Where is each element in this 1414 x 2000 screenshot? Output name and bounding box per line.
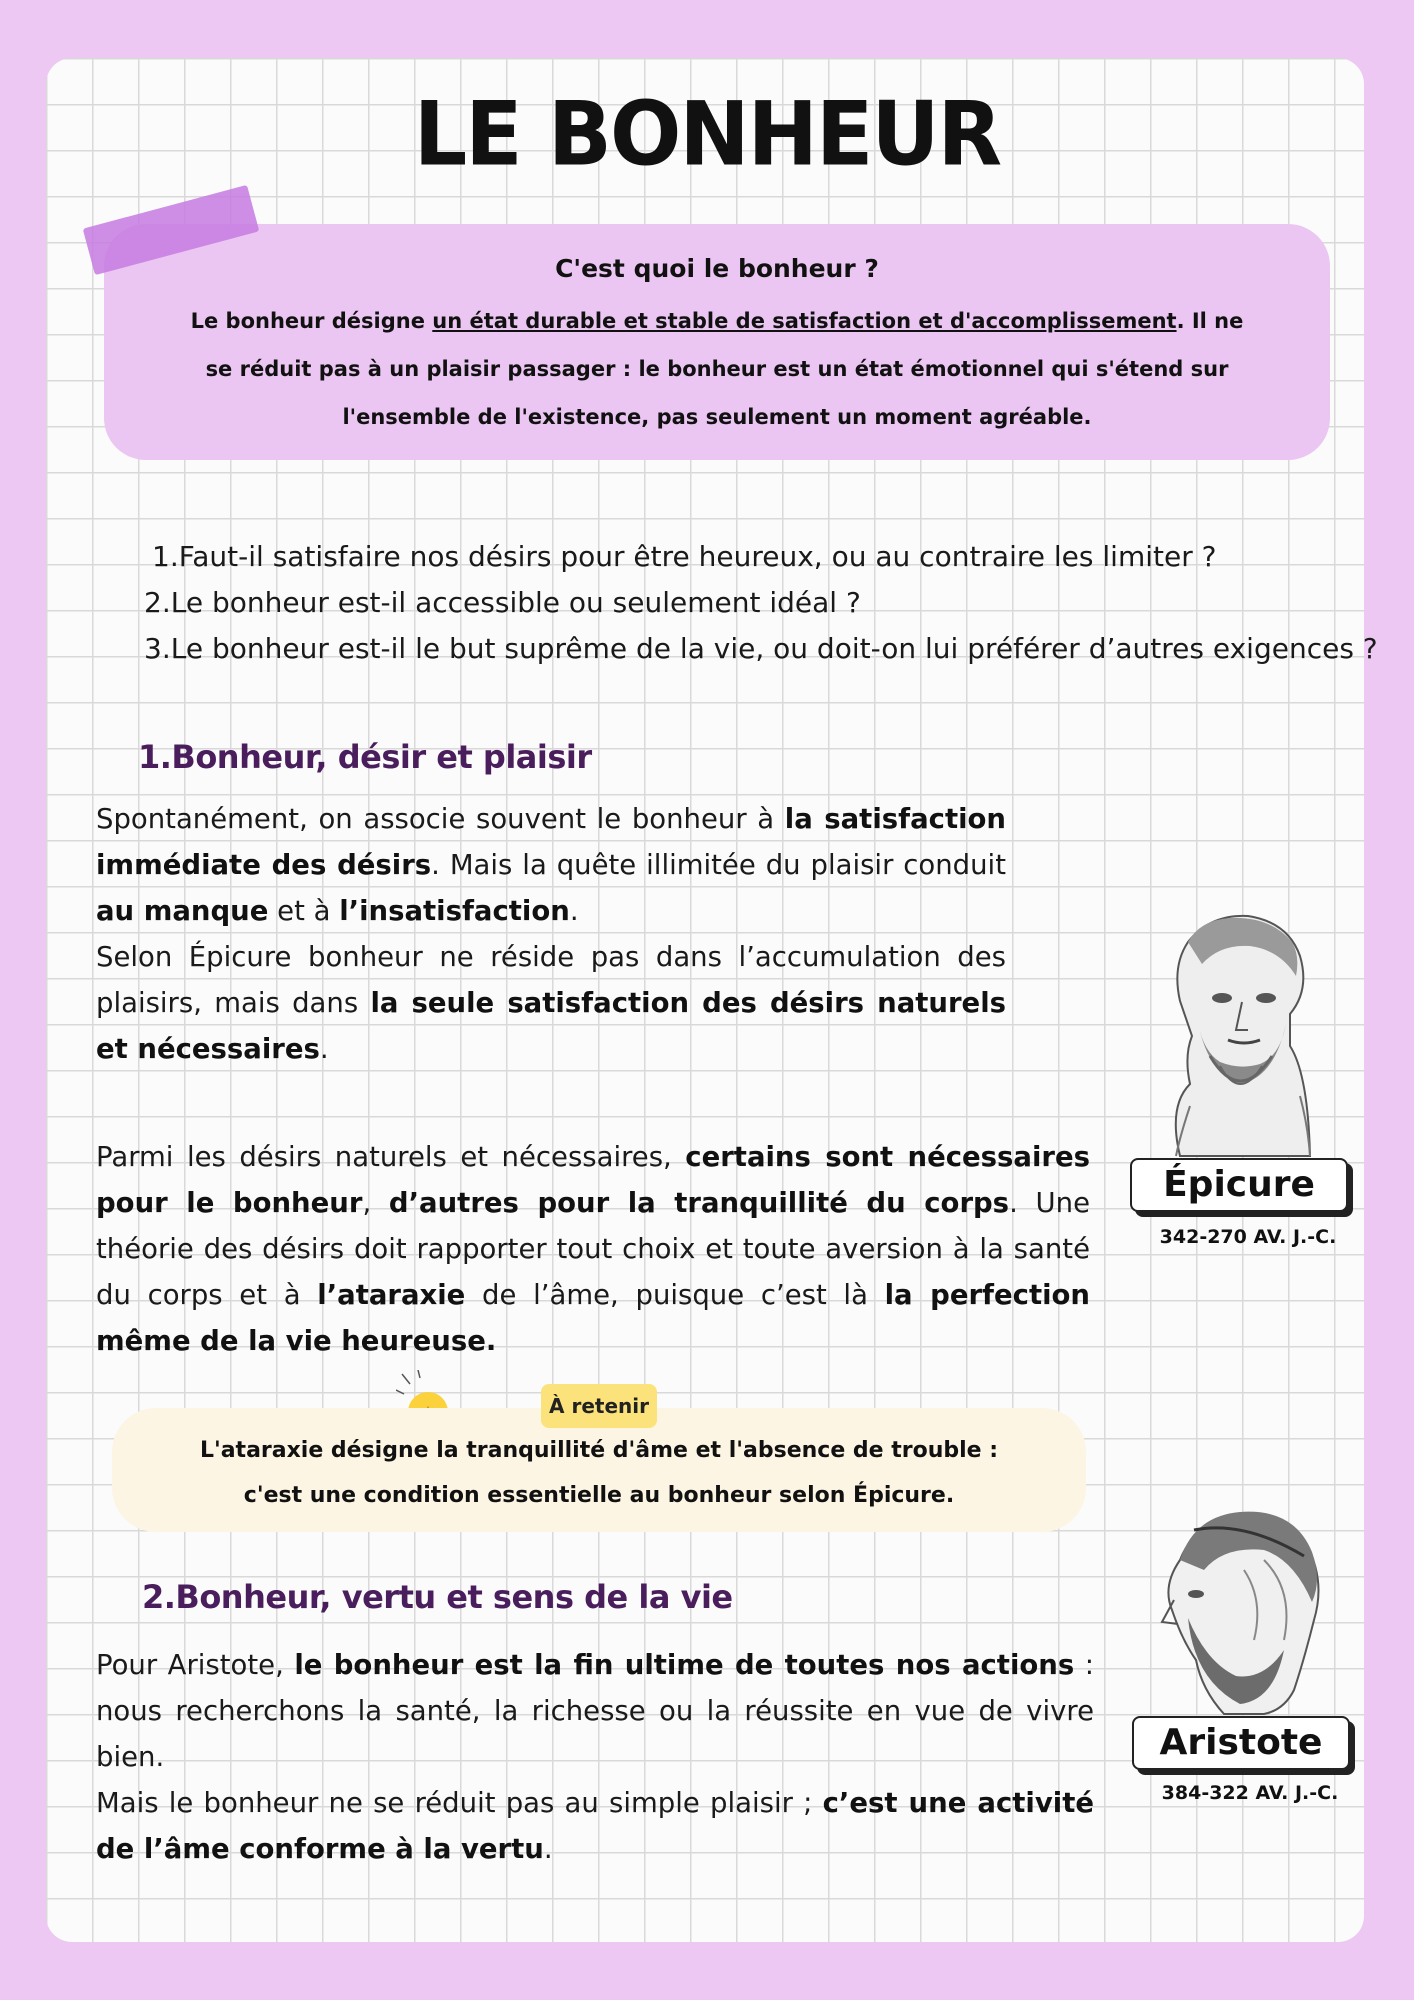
section-title: Bonheur, vertu et sens de la vie bbox=[175, 1578, 733, 1616]
list-item bbox=[140, 534, 1330, 580]
definition-box bbox=[104, 224, 1330, 460]
text-bold: la satisfaction immédiate des désirs bbox=[96, 803, 1006, 881]
section-2-heading bbox=[142, 1578, 733, 1616]
text-run: de l’âme, puisque c’est là bbox=[465, 1279, 885, 1311]
text-bold: la perfection même de la vie heureuse. bbox=[96, 1279, 1090, 1357]
definition-underlined: un état durable et stable de satisfaction et d'accomplissement bbox=[432, 309, 1177, 333]
text-bold: le bonheur est la fin ultime de toutes nos actions bbox=[294, 1649, 1075, 1681]
section-2-paragraph bbox=[96, 1642, 1094, 1872]
text-run: . Mais la quête illimitée du plaisir conduit bbox=[431, 849, 1006, 881]
text-run: : nous recherchons la santé, la richesse ou la réussite en vue de vivre bien. bbox=[96, 1649, 1094, 1773]
list-item bbox=[140, 626, 1378, 672]
definition-text-part: . Il ne se réduit pas à un plaisir passager : le bonheur est un état émotionnel qui s'étend sur l'ensemble de l'existence, pas seulement un moment agréable. bbox=[205, 309, 1244, 429]
list-text: Faut-il satisfaire nos désirs pour être heureux, ou au contraire les limiter ? bbox=[178, 540, 1217, 573]
text-run: Parmi les désirs naturels et nécessaires, bbox=[96, 1141, 686, 1173]
definition-text-part: Le bonheur désigne bbox=[190, 309, 433, 333]
section-title: Bonheur, désir et plaisir bbox=[171, 738, 592, 776]
epicure-dates: 342-270 AV. J.-C. bbox=[1159, 1226, 1337, 1248]
retenir-text: L'ataraxie désigne la tranquillité d'âme et l'absence de trouble : c'est une condition essentielle au bonheur selon Épicure. bbox=[199, 1438, 999, 1508]
text-run: . Une théorie des désirs doit rapporter tout choix et toute aversion à la santé du corps et à bbox=[96, 1187, 1091, 1311]
text-run: Pour Aristote, bbox=[96, 1649, 295, 1681]
text-bold: la seule satisfaction des désirs naturels et nécessaires bbox=[96, 987, 1007, 1065]
list-number: 3. bbox=[144, 632, 171, 665]
definition-text bbox=[187, 297, 1247, 441]
text-run: . bbox=[319, 1033, 329, 1065]
text-run: et à bbox=[268, 895, 340, 927]
aristote-nameplate: Aristote bbox=[1132, 1716, 1350, 1770]
list-item bbox=[140, 580, 1330, 626]
list-number: 1. bbox=[152, 540, 179, 573]
text-run: Mais le bonheur ne se réduit pas au simple plaisir ; bbox=[96, 1787, 823, 1819]
list-text: Le bonheur est-il accessible ou seulement idéal ? bbox=[170, 586, 861, 619]
text-bold: l’ataraxie bbox=[317, 1279, 466, 1311]
questions-list bbox=[140, 534, 1378, 672]
text-bold: certains sont nécessaires pour le bonheur bbox=[96, 1141, 1090, 1219]
section-1-paragraph-2 bbox=[96, 1134, 1090, 1364]
text-bold: l’insatisfaction bbox=[339, 895, 570, 927]
section-number: 2. bbox=[142, 1578, 176, 1616]
section-1-paragraph-1 bbox=[96, 796, 1006, 1072]
section-1-heading bbox=[138, 738, 592, 776]
text-bold: d’autres pour la tranquillité du corps bbox=[388, 1187, 1010, 1219]
aristote-bust-image bbox=[1144, 1490, 1330, 1716]
epicure-nameplate: Épicure bbox=[1130, 1158, 1348, 1212]
text-run: , bbox=[362, 1187, 389, 1219]
epicure-bust-image bbox=[1140, 906, 1318, 1158]
list-text: Le bonheur est-il le but suprême de la vie, ou doit-on lui préférer d’autres exigences ? bbox=[170, 632, 1378, 665]
retenir-tag: À retenir bbox=[541, 1384, 657, 1428]
text-run: . bbox=[569, 895, 579, 927]
section-number: 1. bbox=[138, 738, 172, 776]
list-number: 2. bbox=[144, 586, 171, 619]
aristote-dates: 384-322 AV. J.-C. bbox=[1161, 1782, 1339, 1804]
text-bold: au manque bbox=[96, 895, 269, 927]
text-bold: c’est une activité de l’âme conforme à la vertu bbox=[96, 1787, 1094, 1865]
text-run: . bbox=[543, 1833, 553, 1865]
text-run: Selon Épicure bonheur ne réside pas dans l’accumulation des plaisirs, mais dans bbox=[96, 941, 1006, 1019]
page-title: LE BONHEUR bbox=[413, 82, 1001, 186]
definition-heading: C'est quoi le bonheur ? bbox=[555, 254, 879, 283]
text-run: Spontanément, on associe souvent le bonheur à bbox=[96, 803, 785, 835]
